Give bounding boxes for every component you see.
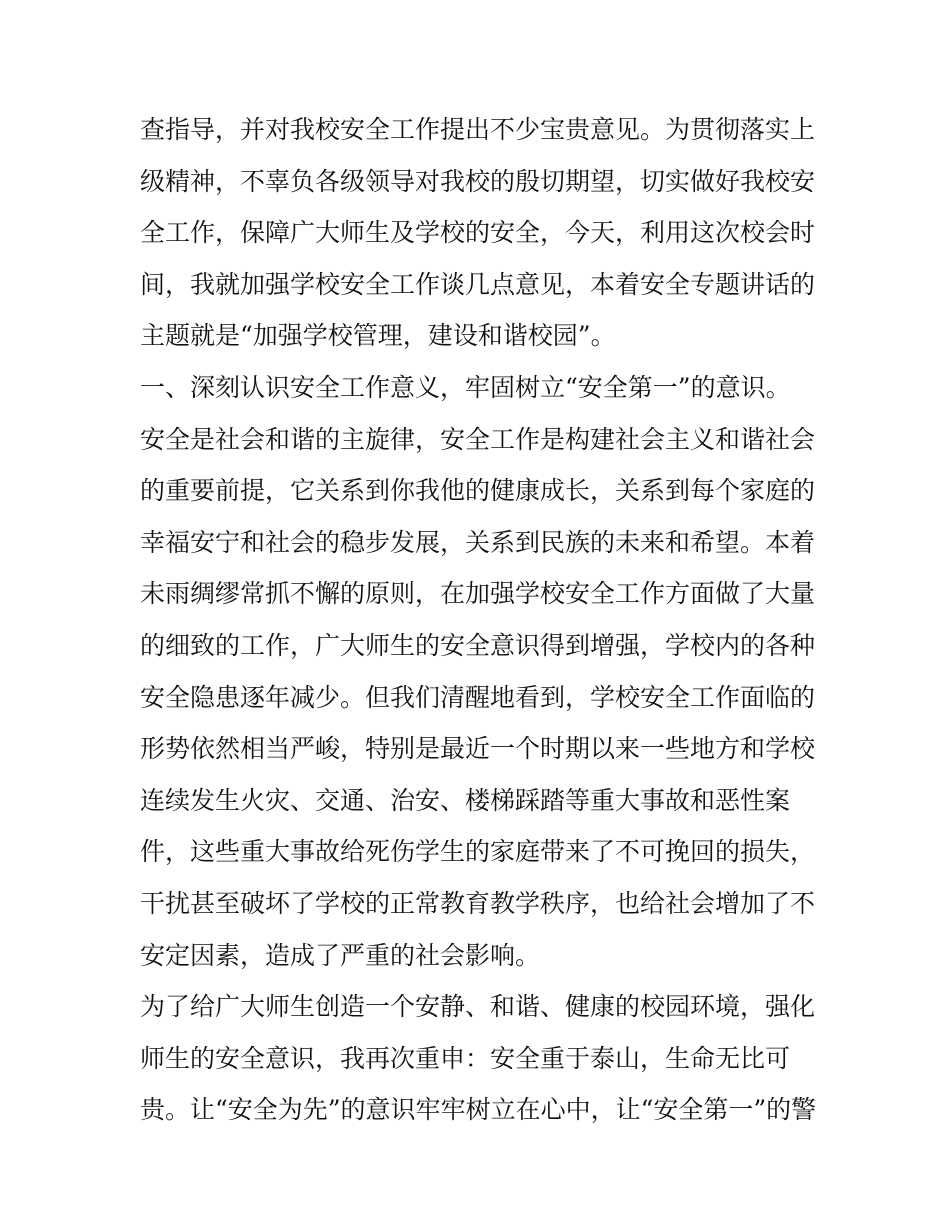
text-line: 件，这些重大事故给死伤学生的家庭带来了不可挽回的损失， [140, 837, 816, 867]
text-line: 全工作，保障广大师生及学校的安全，今天，利用这次校会时 [140, 218, 816, 248]
text-line: 未雨绸缪常抓不懈的原则，在加强学校安全工作方面做了大量 [140, 579, 816, 609]
text-line: 的重要前提，它关系到你我他的健康成长，关系到每个家庭的 [140, 476, 816, 506]
text-line: 干扰甚至破坏了学校的正常教育教学秩序，也给社会增加了不 [140, 888, 816, 918]
text-line: 间，我就加强学校安全工作谈几点意见，本着安全专题讲话的 [140, 269, 816, 299]
text-line: 幸福安宁和社会的稳步发展，关系到民族的未来和希望。本着 [140, 527, 816, 557]
text-line: 级精神，不辜负各级领导对我校的殷切期望，切实做好我校安 [140, 166, 816, 196]
text-line: 形势依然相当严峻，特别是最近一个时期以来一些地方和学校 [140, 734, 816, 764]
section-heading: 一、深刻认识安全工作意义，牢固树立“安全第一”的意识。 [140, 372, 791, 402]
text-line: 贵。让“安全为先”的意识牢牢树立在心中，让“安全第一”的警 [140, 1095, 817, 1125]
text-line: 主题就是“加强学校管理，建设和谐校园”。 [140, 321, 616, 351]
text-line: 师生的安全意识，我再次重申：安全重于泰山，生命无比可 [140, 1043, 791, 1073]
text-line: 的细致的工作，广大师生的安全意识得到增强，学校内的各种 [140, 630, 816, 660]
text-line: 安全是社会和谐的主旋律，安全工作是构建社会主义和谐社会 [140, 424, 816, 454]
text-line: 安全隐患逐年减少。但我们清醒地看到，学校安全工作面临的 [140, 682, 816, 712]
text-line: 连续发生火灾、交通、治安、楼梯踩踏等重大事故和恶性案 [140, 785, 791, 815]
text-line: 安定因素，造成了严重的社会影响。 [140, 940, 541, 970]
text-line: 查指导，并对我校安全工作提出不少宝贵意见。为贯彻落实上 [140, 115, 816, 144]
document-body [140, 104, 830, 1136]
text-line: 为了给广大师生创造一个安静、和谐、健康的校园环境，强化 [140, 992, 816, 1022]
